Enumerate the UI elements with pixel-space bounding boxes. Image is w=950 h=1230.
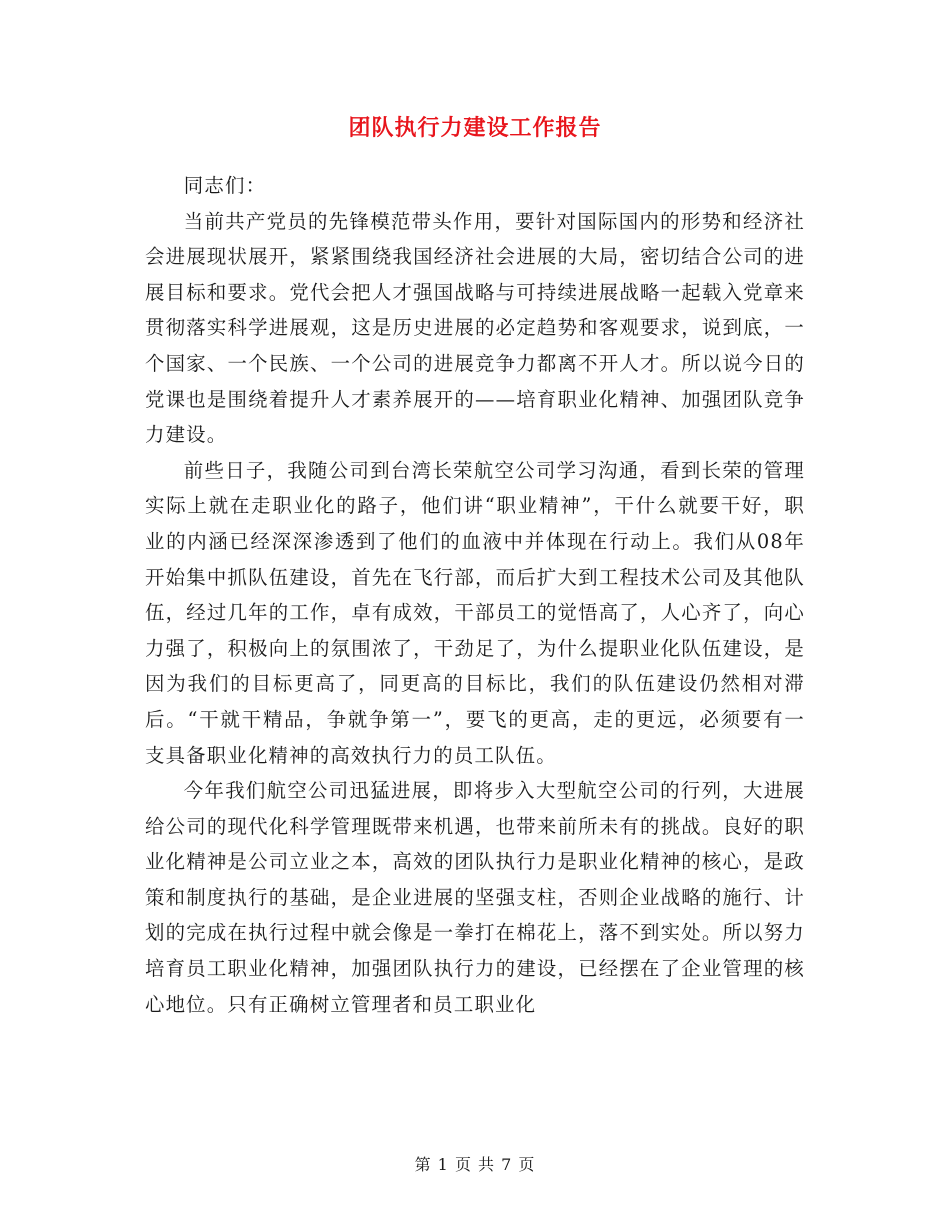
page-number-footer: 第 1 页 共 7 页: [414, 1155, 536, 1174]
paragraph: 今年我们航空公司迅猛进展，即将步入大型航空公司的行列，大进展给公司的现代化科学管理既带来机遇，也带来前所未有的挑战。良好的职业化精神是公司立业之本，高效的团队执行力是职业化精神的核心，是政策和制度执行的基础，是企业进展的坚强支柱，否则企业战略的施行、计划的完成在执行过程中就会像是一拳打在棉花上，落不到实处。所以努力培育员工职业化精神，加强团队执行力的建设，已经摆在了企业管理的核心地位。只有正确树立管理者和员工职业化: [145, 779, 805, 1016]
document-title: 团队执行力建设工作报告: [348, 115, 602, 141]
paragraph: 前些日子，我随公司到台湾长荣航空公司学习沟通，看到长荣的管理实际上就在走职业化的路子，他们讲“职业精神”，干什么就要干好，职业的内涵已经深深渗透到了他们的血液中并体现在行动上。我们从08年开始集中抓队伍建设，首先在飞行部，而后扩大到工程技术公司及其他队伍，经过几年的工作，卓有成效，干部员工的觉悟高了，人心齐了，向心力强了，积极向上的氛围浓了，干劲足了，为什么提职业化队伍建设，是因为我们的目标更高了，同更高的目标比，我们的队伍建设仍然相对滞后。“干就干精品，争就争第一”，要飞的更高，走的更远，必须要有一支具备职业化精神的高效执行力的员工队伍。: [145, 458, 805, 767]
document-body: [145, 168, 805, 1022]
salutation: 同志们：: [183, 174, 267, 197]
paragraph: 当前共产党员的先锋模范带头作用，要针对国际国内的形势和经济社会进展现状展开，紧紧围绕我国经济社会进展的大局，密切结合公司的进展目标和要求。党代会把人才强国战略与可持续进展战略一起载入党章来贯彻落实科学进展观，这是历史进展的必定趋势和客观要求，说到底，一个国家、一个民族、一个公司的进展竞争力都离不开人才。所以说今日的党课也是围绕着提升人才素养展开的——培育职业化精神、加强团队竞争力建设。: [145, 209, 805, 447]
